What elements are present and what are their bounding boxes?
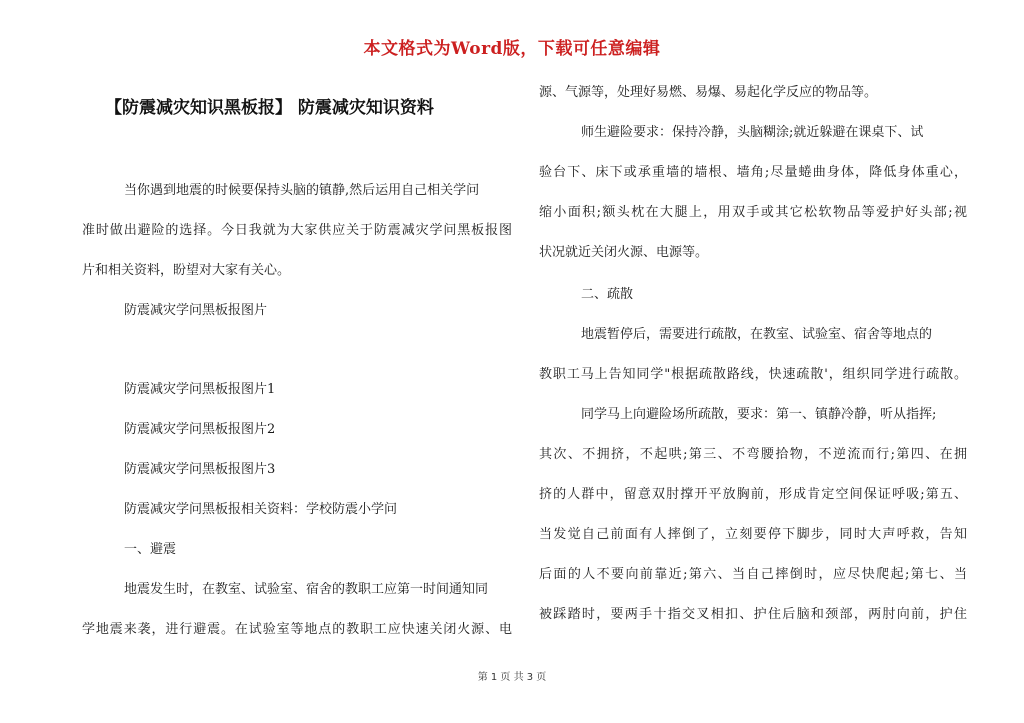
image-caption: 防震减灾学问黑板报图片1 — [124, 382, 276, 397]
section-heading: 二、疏散 — [581, 287, 634, 302]
document-title: 【防震减灾知识黑板报】 防震减灾知识资料 — [105, 98, 434, 118]
paragraph-line: 学地震来袭，进行避震。在试验室等地点的教职工应快速关闭火源、电 — [82, 622, 512, 637]
paragraph-line: 地震暂停后，需要进行疏散，在教室、试验室、宿舍等地点的 — [581, 327, 933, 342]
image-caption: 防震减灾学问黑板报图片3 — [124, 462, 276, 477]
download-banner: 本文格式为Word版，下载可任意编辑 — [363, 39, 661, 59]
paragraph-line: 准时做出避险的选择。今日我就为大家供应关于防震减灾学问黑板报图 — [82, 223, 512, 238]
paragraph-line: 源、气源等，处理好易燃、易爆、易起化学反应的物品等。 — [539, 85, 878, 100]
paragraph-line: 被踩踏时，要两手十指交叉相扣、护住后脑和颈部，两肘向前，护住 — [539, 607, 967, 622]
paragraph-line: 状况就近关闭火源、电源等。 — [539, 245, 709, 260]
paragraph-line: 当发觉自己前面有人摔倒了，立刻要停下脚步，同时大声呼救，告知 — [539, 527, 967, 542]
paragraph-line: 后面的人不要向前靠近;第六、当自己摔倒时，应尽快爬起;第七、当 — [539, 567, 967, 582]
section-heading: 一、避震 — [124, 542, 177, 557]
paragraph-line: 当你遇到地震的时候要保持头脑的镇静,然后运用自己相关学问 — [124, 183, 480, 198]
image-caption: 防震减灾学问黑板报图片2 — [124, 422, 276, 437]
paragraph-line: 片和相关资料，盼望对大家有关心。 — [82, 263, 291, 278]
page-number: 第 1 页 共 3 页 — [477, 672, 547, 683]
paragraph-line: 地震发生时，在教室、试验室、宿舍的教职工应第一时间通知同 — [124, 582, 489, 597]
paragraph-line: 师生避险要求：保持冷静，头脑糊涂;就近躲避在课桌下、试 — [581, 125, 924, 140]
image-caption: 防震减灾学问黑板报图片 — [124, 303, 268, 318]
paragraph-line: 其次、不拥挤，不起哄;第三、不弯腰拾物，不逆流而行;第四、在拥 — [539, 447, 967, 462]
paragraph-line: 教职工马上告知同学"根据疏散路线，快速疏散'，组织同学进行疏散。 — [539, 367, 967, 382]
paragraph-line: 缩小面积;额头枕在大腿上，用双手或其它松软物品等爱护好头部;视 — [539, 205, 967, 220]
paragraph-line: 同学马上向避险场所疏散，要求：第一、镇静冷静，听从指挥; — [581, 407, 937, 422]
paragraph-line: 验台下、床下或承重墙的墙根、墙角;尽量蜷曲身体，降低身体重心， — [539, 165, 967, 180]
section-intro: 防震减灾学问黑板报相关资料：学校防震小学问 — [124, 502, 398, 517]
paragraph-line: 挤的人群中，留意双肘撑开平放胸前，形成肯定空间保证呼吸;第五、 — [539, 487, 967, 502]
